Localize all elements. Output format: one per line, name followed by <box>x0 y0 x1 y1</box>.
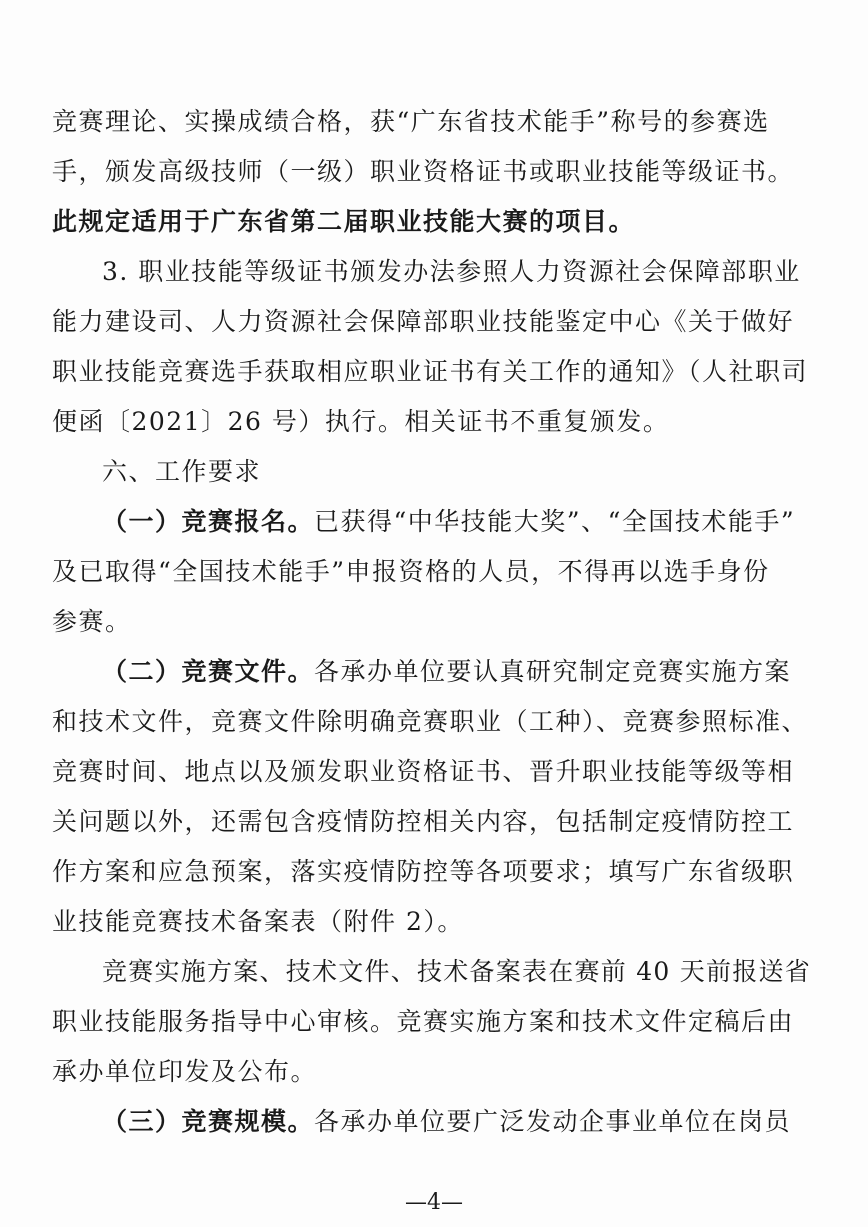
line-text: 六、工作要求 <box>102 457 262 486</box>
subsection-2-line-3 <box>52 750 816 794</box>
submission-line-3 <box>52 1050 816 1094</box>
subsection-1-line-3 <box>52 600 816 644</box>
line-text: 关问题以外，还需包含疫情防控相关内容，包括制定疫情防控工 <box>52 807 795 836</box>
subsection-1-heading: （一）竞赛报名。 <box>102 507 315 536</box>
section-heading <box>102 450 816 494</box>
item-3-line-2 <box>52 300 816 344</box>
item-3-line-4 <box>52 400 816 444</box>
item-3-line-1 <box>102 250 816 294</box>
line-text: 3. 职业技能等级证书颁发办法参照人力资源社会保障部职业 <box>102 257 801 286</box>
item-3-line-3 <box>52 350 816 394</box>
subsection-2-line-2 <box>52 700 816 744</box>
line-text: 便函〔2021〕26 号）执行。相关证书不重复颁发。 <box>52 407 670 436</box>
line-text: 此规定适用于广东省第二届职业技能大赛的项目。 <box>52 207 636 236</box>
line-text: 业技能竞赛技术备案表（附件 2）。 <box>52 907 464 936</box>
subsection-3-line-1 <box>102 1100 816 1144</box>
line-text: 竞赛时间、地点以及颁发职业资格证书、晋升职业技能等级等相 <box>52 757 795 786</box>
line-text: 手，颁发高级技师（一级）职业资格证书或职业技能等级证书。 <box>52 157 795 186</box>
submission-line-2 <box>52 1000 816 1044</box>
bold-statement <box>52 200 816 244</box>
line-text: 能力建设司、人力资源社会保障部职业技能鉴定中心《关于做好 <box>52 307 795 336</box>
line-text: 和技术文件，竞赛文件除明确竞赛职业（工种）、竞赛参照标准、 <box>52 707 809 736</box>
submission-line-1 <box>102 950 816 994</box>
line-text: 承办单位印发及公布。 <box>52 1057 318 1086</box>
line-text: 作方案和应急预案，落实疫情防控等各项要求；填写广东省级职 <box>52 857 795 886</box>
subsection-2-line-4 <box>52 800 816 844</box>
line-text: 及已取得“全国技术能手”申报资格的人员，不得再以选手身份 <box>52 557 770 586</box>
page-number: —4— <box>405 1190 463 1215</box>
subsection-2-line-6 <box>52 900 816 944</box>
line-text: 职业技能竞赛选手获取相应职业证书有关工作的通知》（人社职司 <box>52 357 809 386</box>
line-text: 竞赛理论、实操成绩合格，获“广东省技术能手”称号的参赛选 <box>52 107 770 136</box>
line-text: 竞赛实施方案、技术文件、技术备案表在赛前 40 天前报送省 <box>102 957 811 986</box>
subsection-2-line-5 <box>52 850 816 894</box>
line-text: 已获得“中华技能大奖”、“全国技术能手” <box>314 507 796 536</box>
subsection-2-line-1 <box>102 650 816 694</box>
subsection-3-heading: （三）竞赛规模。 <box>102 1107 315 1136</box>
body-line-1 <box>52 100 816 144</box>
line-text: 参赛。 <box>52 607 132 636</box>
line-text: 职业技能服务指导中心审核。竞赛实施方案和技术文件定稿后由 <box>52 1007 795 1036</box>
body-line-2 <box>52 150 816 194</box>
subsection-1-line-1 <box>102 500 816 544</box>
line-text: 各承办单位要广泛发动企事业单位在岗员 <box>314 1107 792 1136</box>
subsection-1-line-2 <box>52 550 816 594</box>
line-text: 各承办单位要认真研究制定竞赛实施方案 <box>314 657 792 686</box>
subsection-2-heading: （二）竞赛文件。 <box>102 657 315 686</box>
